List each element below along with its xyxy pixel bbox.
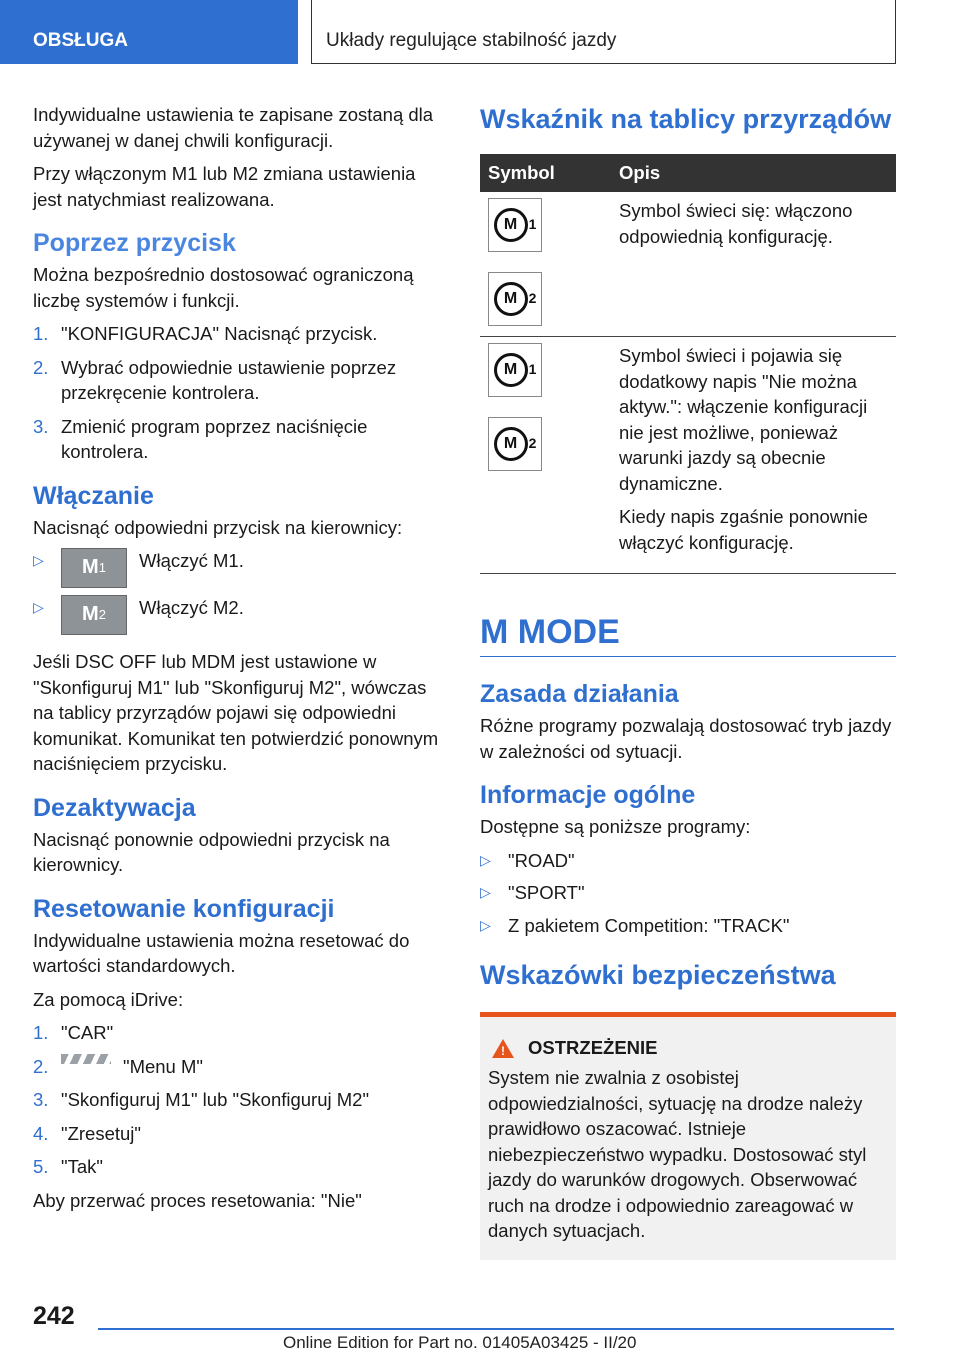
button-steps-list <box>33 321 449 465</box>
step-text: "Menu M" <box>123 1055 203 1077</box>
description-text: Symbol świeci i pojawia się dodatkowy napis "Nie można aktyw.": włączenie konfiguracji nie jest możliwe, ponieważ warunki jazdy są obecnie dynamiczne. <box>619 345 868 494</box>
step-text: "Tak" <box>61 1156 103 1177</box>
enable-note: Jeśli DSC OFF lub MDM jest ustawione w "Skonfiguruj M1" lub "Skonfiguruj M2", wówczas na tablicy przyrządów pojawi się odpowiedni komunikat. Komunikat ten potwierdzić ponownym naciśnięciem przycisku. <box>33 651 439 774</box>
enable-heading: Włączanie <box>33 481 154 510</box>
description-cell <box>611 337 896 574</box>
step-number: 4. <box>33 1122 49 1144</box>
intro-paragraph-2: Przy włączonym M1 lub M2 zmiana ustawienia jest natychmiast realizowana. <box>33 163 416 210</box>
step-number: 2. <box>33 356 49 378</box>
item-text: Włączyć M2. <box>139 597 244 618</box>
triangle-right-icon: ▷ <box>480 884 491 900</box>
step-text: "KONFIGURACJA" Nacisnąć przycisk. <box>61 323 378 344</box>
step-number: 1. <box>33 323 49 344</box>
list-item <box>33 1020 449 1046</box>
list-item <box>480 913 896 939</box>
mmode-title: M MODE <box>480 612 896 657</box>
general-text: Dostępne są poniższe programy: <box>480 816 751 837</box>
list-item <box>33 1154 449 1180</box>
symbol-cell <box>480 192 611 337</box>
column-header-description: Opis <box>611 154 896 192</box>
table-row <box>480 192 896 337</box>
description-text: Kiedy napis zgaśnie ponownie włączyć konfigurację. <box>619 506 868 553</box>
disable-heading: Dezaktywacja <box>33 793 196 822</box>
list-item <box>33 595 449 635</box>
warning-text: System nie zwalnia z osobistej odpowiedzialności, sytuację na drodze należy prawidłowo oszacować. Istnieje niebezpieczeństwo wypadku. Dostosować styl jazdy do warunków drogowych. Obserwować ruch na drodze i odpowiednio zareagować w danych sytuacjach. <box>488 1067 867 1241</box>
m2-indicator-icon: M 2 <box>488 272 542 326</box>
step-text: "Zresetuj" <box>61 1122 141 1144</box>
intro-paragraph-1: Indywidualne ustawienia te zapisane zostaną dla używanej w danej chwili konfiguracji. <box>33 104 434 151</box>
general-heading: Informacje ogólne <box>480 781 696 809</box>
reset-idrive-text: Za pomocą iDrive: <box>33 988 184 1010</box>
page-number: 242 <box>33 1302 75 1330</box>
left-column <box>33 102 449 1221</box>
description-cell <box>611 192 896 337</box>
principle-text: Różne programy pozwalają dostosować tryb jazdy w zależności od sytuacji. <box>480 715 892 762</box>
m1-button-icon: M 1 <box>61 548 127 588</box>
description-text: Symbol świeci się: włączono odpowiednią konfigurację. <box>619 200 853 247</box>
m1-indicator-icon: M 1 <box>488 198 542 252</box>
step-number: 3. <box>33 1089 49 1110</box>
reset-cancel-text: Aby przerwać proces resetowania: "Nie" <box>33 1189 362 1211</box>
step-number: 5. <box>33 1156 49 1177</box>
list-item <box>33 414 449 465</box>
column-header-symbol: Symbol <box>480 154 611 192</box>
triangle-right-icon: ▷ <box>33 552 44 568</box>
programs-list <box>480 848 896 939</box>
button-heading: Poprzez przycisk <box>33 229 236 257</box>
list-item <box>33 355 449 406</box>
step-number: 3. <box>33 415 49 437</box>
table-header-row <box>480 154 896 192</box>
section-tab: OBSŁUGA <box>0 0 298 64</box>
edition-text: Online Edition for Part no. 01405A03425 - II/20 <box>283 1333 637 1352</box>
button-text: Można bezpośrednio dostosować ograniczoną liczbę systemów i funkcji. <box>33 264 414 311</box>
principle-heading: Zasada działania <box>480 680 679 708</box>
footer-divider <box>98 1328 894 1330</box>
list-item <box>33 1121 449 1147</box>
safety-heading: Wskazówki bezpieczeństwa <box>480 960 836 990</box>
program-text: "ROAD" <box>508 849 575 871</box>
m1-indicator-icon: M 1 <box>488 343 542 397</box>
warning-box <box>480 1012 896 1260</box>
triangle-right-icon: ▷ <box>480 851 491 868</box>
indicator-heading: Wskaźnik na tablicy przyrządów <box>480 104 892 134</box>
disable-text: Nacisnąć ponownie odpowiedni przycisk na kierownicy. <box>33 828 390 875</box>
right-column <box>480 102 896 1260</box>
step-text: Zmienić program poprzez naciśnięcie kontrolera. <box>61 415 368 462</box>
reset-steps-list <box>33 1020 449 1180</box>
program-text: Z pakietem Competition: "TRACK" <box>508 914 790 936</box>
item-text: Włączyć M1. <box>139 550 244 571</box>
step-text: "Skonfiguruj M1" lub "Skonfiguruj M2" <box>61 1089 370 1110</box>
reset-text: Indywidualne ustawienia można resetować do wartości standardowych. <box>33 929 410 976</box>
step-number: 2. <box>33 1055 49 1077</box>
m-stripes-icon <box>61 1054 111 1064</box>
warning-header <box>492 1037 888 1059</box>
triangle-right-icon: ▷ <box>480 916 491 933</box>
list-item <box>33 1054 449 1080</box>
warning-title: OSTRZEŻENIE <box>528 1037 658 1058</box>
chapter-title: Układy regulujące stabilność jazdy <box>311 0 896 64</box>
m2-button-icon: M 2 <box>61 595 127 635</box>
step-number: 1. <box>33 1022 49 1043</box>
step-text: "CAR" <box>61 1022 114 1043</box>
reset-heading: Resetowanie konfiguracji <box>33 894 335 923</box>
list-item <box>480 848 896 874</box>
table-row <box>480 337 896 574</box>
warning-triangle-icon: ! <box>492 1039 514 1058</box>
list-item <box>33 321 449 347</box>
program-text: "SPORT" <box>508 882 585 903</box>
list-item <box>33 1087 449 1113</box>
list-item <box>33 548 449 588</box>
step-text: Wybrać odpowiednie ustawienie poprzez przekręcenie kontrolera. <box>61 356 397 403</box>
symbol-cell <box>480 337 611 574</box>
m2-indicator-icon: M 2 <box>488 417 542 471</box>
enable-text: Nacisnąć odpowiedni przycisk na kierownicy: <box>33 516 403 538</box>
triangle-right-icon: ▷ <box>33 599 44 615</box>
symbol-table <box>480 154 896 574</box>
list-item <box>480 880 896 906</box>
